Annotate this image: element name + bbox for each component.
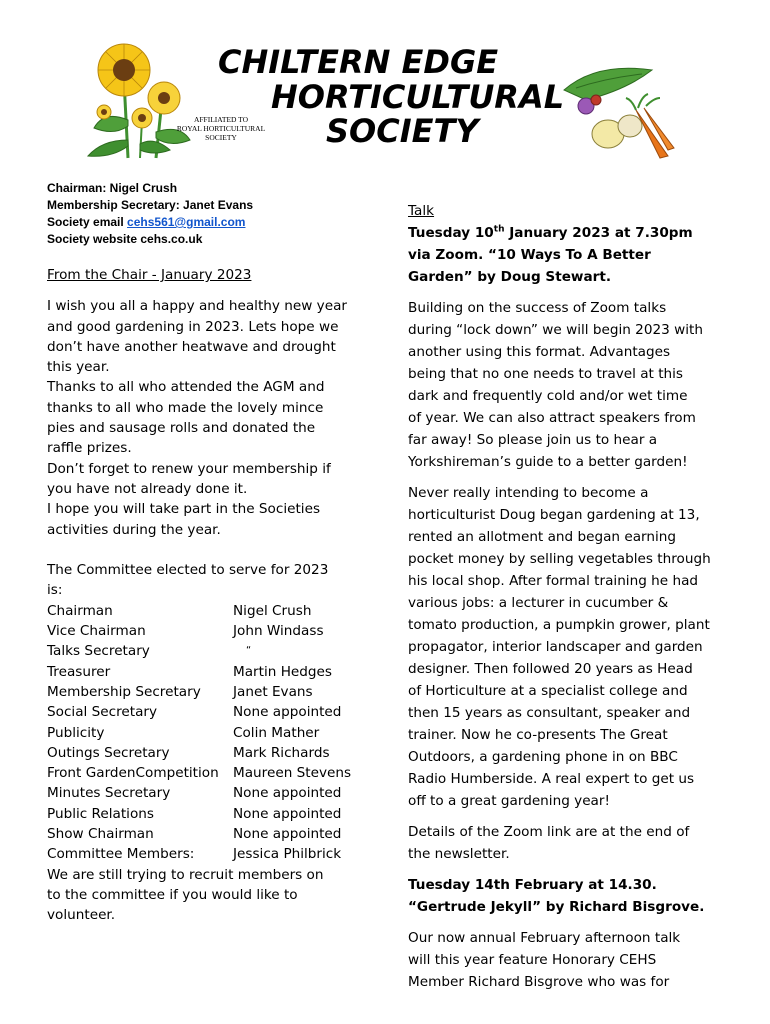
- committee-row: Social Secretary None appointed: [47, 704, 342, 721]
- email-link[interactable]: cehs561@gmail.com: [127, 215, 246, 229]
- committee-list: [47, 601, 377, 865]
- zoom-details-note: Details of the Zoom link are at the end of the newsletter.: [408, 824, 690, 862]
- title-line-3: SOCIETY: [326, 112, 479, 150]
- talk2-heading: Tuesday 14th February at 14.30. “Gertrude Jekyll” by Richard Bisgrove.: [408, 877, 705, 915]
- membership-line: Membership Secretary: Janet Evans: [47, 198, 254, 212]
- chairman-line: Chairman: Nigel Crush: [47, 181, 178, 195]
- committee-row: Publicity Colin Mather: [47, 724, 320, 741]
- committee-row: Vice Chairman John Windass: [47, 623, 324, 640]
- title-line-2: HORTICULTURAL: [271, 78, 565, 116]
- committee-row: Chairman Nigel Crush: [47, 602, 312, 619]
- left-column: [47, 265, 377, 926]
- vegetables-illustration: [556, 60, 676, 160]
- email-line: Society email cehs561@gmail.com: [47, 215, 246, 229]
- talk1-intro: Building on the success of Zoom talks during “lock down” we will begin 2023 with another using this format. Advantages being that no one needs to travel at this dark and frequently cold and/or wet time of year. We can also attract speakers from far away! So please join us to hear a Yorkshireman’s guide to a better garden!: [408, 300, 703, 470]
- chair-heading: From the Chair - January 2023: [47, 267, 252, 283]
- rhs-affiliation: AFFILIATED TO ROYAL HORTICULTURAL SOCIETY: [176, 115, 266, 142]
- talk2-intro: Our now annual February afternoon talk will this year feature Honorary CEHS Member Richard Bisgrove who was for: [408, 930, 681, 990]
- website-line: Society website cehs.co.uk: [47, 232, 203, 246]
- sunflower-illustration: [84, 40, 194, 160]
- committee-intro: The Committee elected to serve for 2023 is:: [47, 562, 329, 599]
- chair-message: I wish you all a happy and healthy new year and good gardening in 2023. Lets hope we don’t have another heatwave and drought this year. Thanks to all who attended the AGM and thanks to all who made the lovely mince pies and sausage rolls and donated the raffle prizes. Don’t forget to renew your membership if you have not already done it. I hope you will take part in the Societies activities during the year.: [47, 298, 348, 538]
- speaker-bio: Never really intending to become a horticulturist Doug began gardening at 13, rented an allotment and began earning pocket money by selling vegetables through his local shop. After formal training he had various jobs: a lecturer in cucumber & tomato production, a pumpkin grower, plant propagator, interior landscaper and garden designer. Then followed 20 years as Head of Horticulture at a specialist college and then 15 years as consultant, speaker and trainer. Now he co-presents The Great Outdoors, a gardening phone in on BBC Radio Humberside. A real expert to get us off to a great gardening year!: [408, 485, 711, 809]
- committee-row: Show Chairman None appointed: [47, 826, 342, 843]
- committee-row: Public Relations None appointed: [47, 805, 342, 822]
- talk1-heading: Tuesday 10th January 2023 at 7.30pm via Zoom. “10 Ways To A Better Garden” by Doug Stewart.: [408, 224, 693, 285]
- title-line-1: CHILTERN EDGE: [218, 43, 499, 81]
- committee-row: Minutes Secretary None appointed: [47, 785, 342, 802]
- recruit-note: We are still trying to recruit members on to the committee if you would like to volunteer.: [47, 866, 324, 924]
- committee-row: Outings Secretary Mark Richards: [47, 744, 330, 761]
- committee-row: Committee Members: Jessica Philbrick: [47, 846, 342, 863]
- talk-label: Talk: [408, 203, 435, 219]
- committee-row: Treasurer Martin Hedges: [47, 663, 332, 680]
- committee-row: Front GardenCompetition Maureen Stevens: [47, 765, 352, 782]
- right-column: [408, 200, 738, 993]
- contact-block: [47, 180, 253, 248]
- committee-row: Talks Secretary “: [47, 643, 252, 660]
- committee-row: Membership Secretary Janet Evans: [47, 683, 313, 700]
